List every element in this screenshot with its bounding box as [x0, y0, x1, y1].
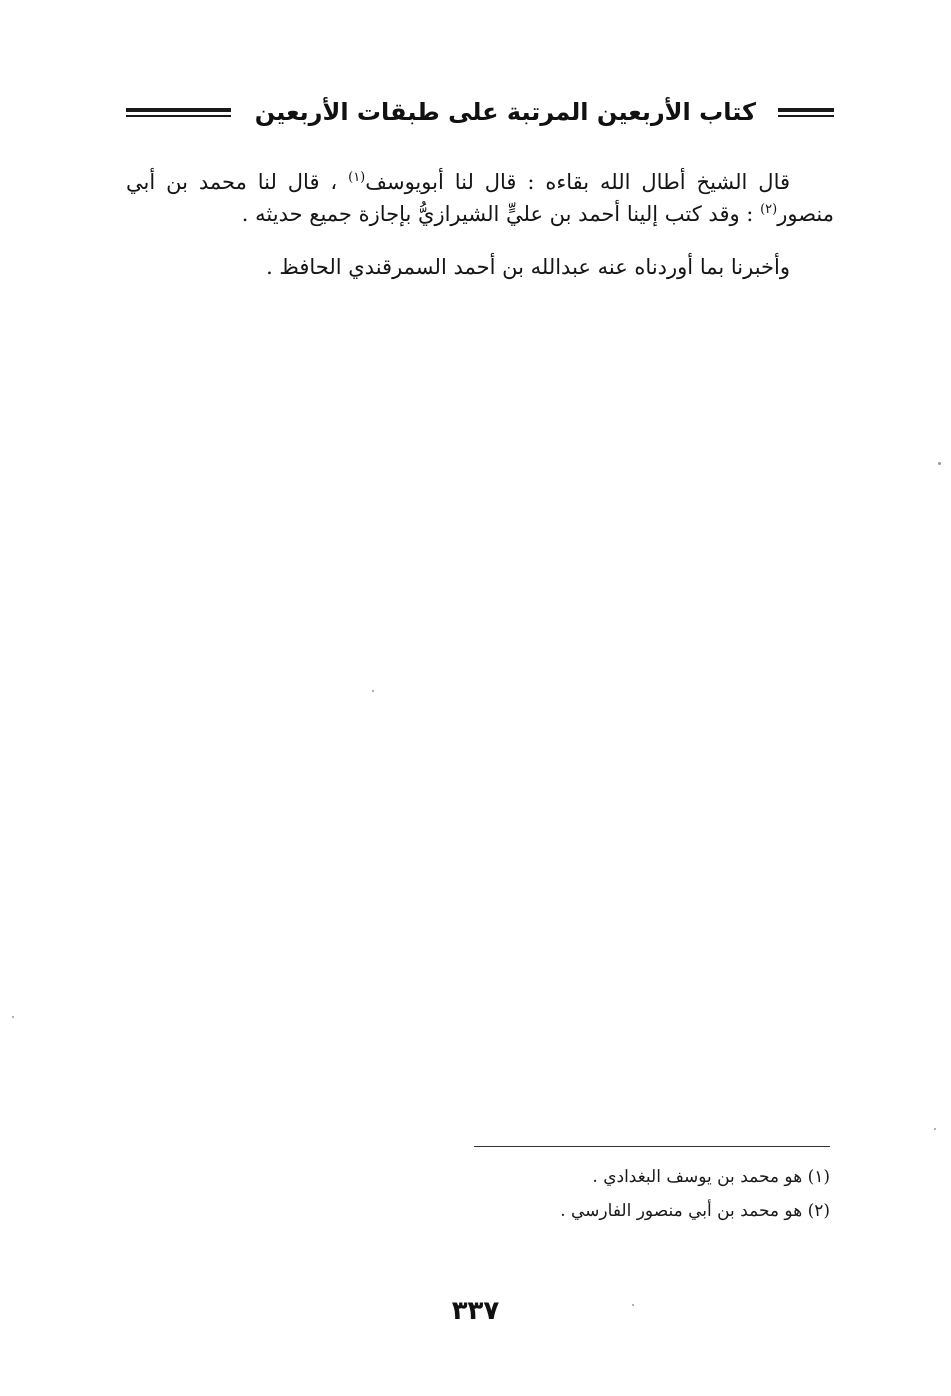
scan-speck — [372, 690, 374, 692]
paragraph-text: ، قال لنا محمد بن أبي منصور — [126, 170, 834, 226]
header-rule-right — [778, 108, 834, 117]
paragraph-text: : وقد كتب إلينا أحمد بن عليٍّ الشيرازيُّ بإجازة جميع حديثه . — [241, 202, 761, 226]
paragraph-text: قال الشيخ أطال الله بقاءه : قال لنا أبويوسف — [365, 170, 791, 194]
footnote-reference: (١) — [348, 170, 366, 185]
paragraph — [126, 251, 834, 283]
footnote-reference: (٢) — [760, 202, 778, 217]
scan-speck — [934, 1128, 936, 1130]
header-title: كتاب الأربعين المرتبة على طبقات الأربعين — [254, 98, 756, 126]
running-header — [126, 90, 834, 134]
page-number: ٣٣٧ — [451, 1296, 500, 1326]
paragraph — [126, 166, 834, 230]
scan-speck — [938, 462, 941, 465]
footnote: (٢) هو محمد بن أبي منصور الفارسي . — [560, 1201, 830, 1221]
main-text — [126, 166, 834, 304]
footnote: (١) هو محمد بن يوسف البغدادي . — [592, 1167, 830, 1187]
footnotes — [474, 1160, 830, 1228]
scan-speck — [12, 1016, 14, 1018]
paragraph-text: وأخبرنا بما أوردناه عنه عبدالله بن أحمد السمرقندي الحافظ . — [266, 255, 790, 279]
scan-speck — [632, 1304, 634, 1306]
header-rule-left — [126, 108, 231, 117]
footnote-separator — [474, 1146, 830, 1147]
